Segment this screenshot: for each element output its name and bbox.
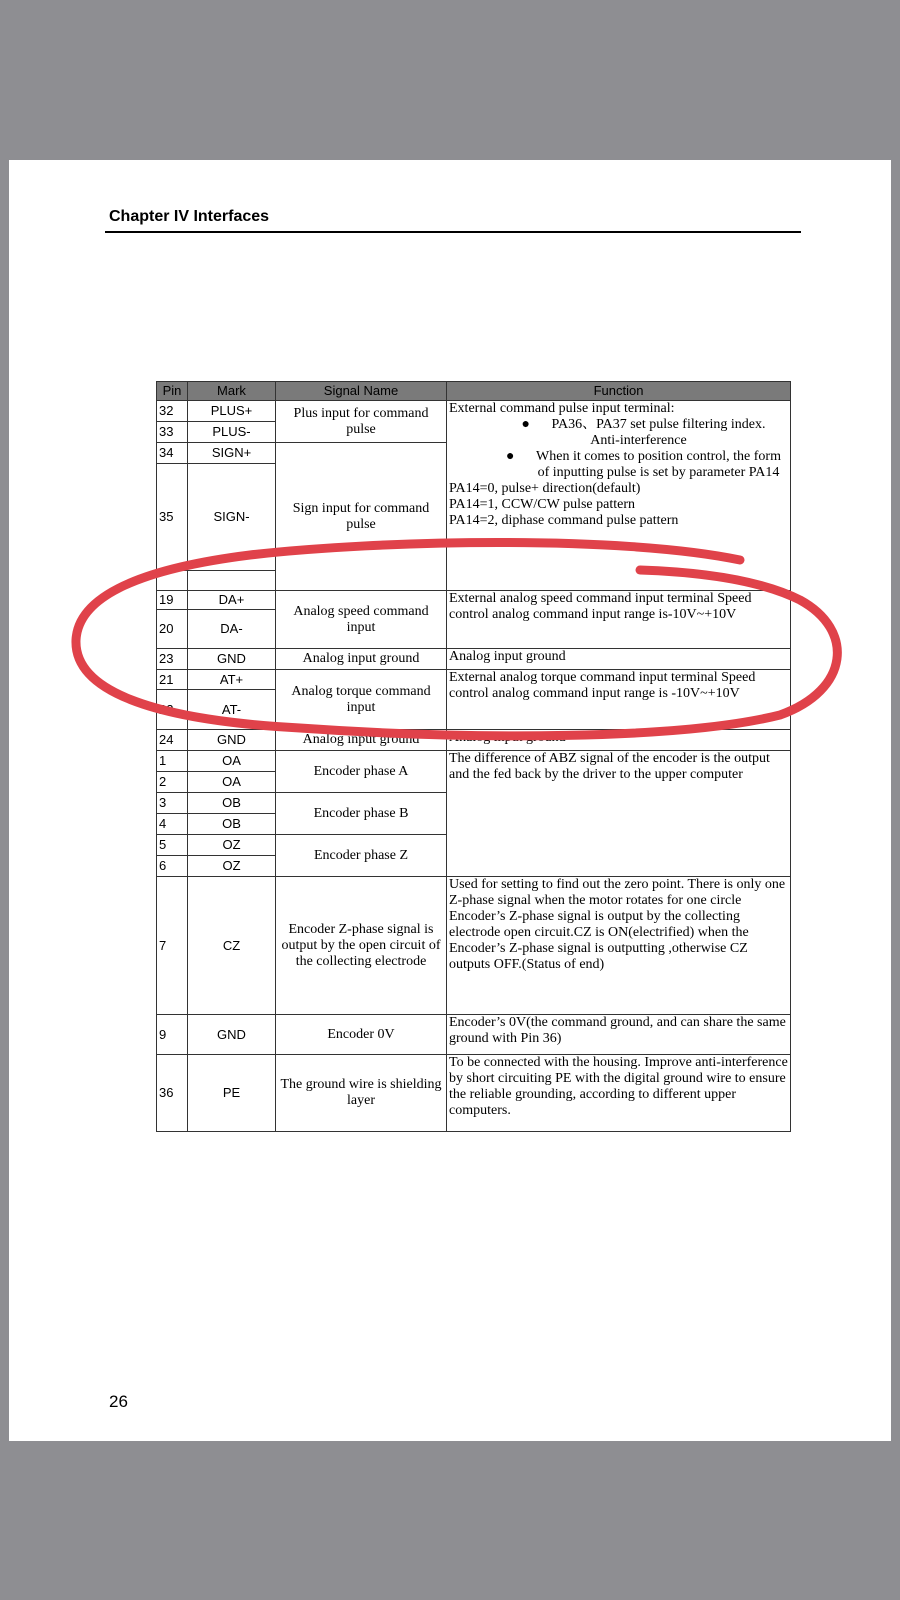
function-cell	[447, 401, 791, 591]
table-row	[157, 751, 791, 772]
signal-cell: Encoder 0V	[276, 1015, 447, 1055]
mark-cell: GND	[188, 1015, 276, 1055]
pin-cell: 24	[157, 730, 188, 751]
mark-cell: DA-	[188, 610, 276, 649]
pin-cell: 1	[157, 751, 188, 772]
pin-cell	[157, 571, 188, 591]
pin-cell: 34	[157, 443, 188, 464]
bullet-item: ● PA36、PA37 set pulse filtering index.	[449, 417, 788, 433]
signal-cell: Encoder phase B	[276, 793, 447, 835]
document-page	[9, 160, 891, 1441]
function-cell: External analog speed command input terminal Speed control analog command input range is-10V~+10V	[447, 591, 791, 649]
pin-cell: 9	[157, 1015, 188, 1055]
signal-cell: Plus input for command pulse	[276, 401, 447, 443]
function-text: External command pulse input terminal:	[449, 401, 675, 416]
chapter-title: Chapter IV Interfaces	[109, 208, 270, 225]
function-text: PA14=2, diphase command pulse pattern	[449, 513, 679, 528]
signal-cell: Analog input ground	[276, 730, 447, 751]
signal-cell: The ground wire is shielding layer	[276, 1055, 447, 1132]
function-text: PA14=0, pulse+ direction(default)	[449, 481, 641, 496]
table-row	[157, 1015, 791, 1055]
table-row	[157, 730, 791, 751]
mark-cell: SIGN-	[188, 464, 276, 571]
col-header-signal: Signal Name	[276, 382, 447, 401]
pin-cell: 19	[157, 591, 188, 610]
table-row	[157, 670, 791, 690]
mark-cell: OA	[188, 751, 276, 772]
header-rule	[105, 231, 801, 233]
table-row	[157, 1055, 791, 1132]
mark-cell: GND	[188, 649, 276, 670]
mark-cell: PE	[188, 1055, 276, 1132]
signal-cell: Analog speed command input	[276, 591, 447, 649]
function-cell: The difference of ABZ signal of the encoder is the output and the fed back by the driver to the upper computer	[447, 751, 791, 877]
table-row	[157, 591, 791, 610]
pin-cell: 6	[157, 856, 188, 877]
table-row	[157, 877, 791, 1015]
signal-cell: Encoder phase Z	[276, 835, 447, 877]
mark-cell: OZ	[188, 835, 276, 856]
function-cell: To be connected with the housing. Improve anti-interference by short circuiting PE with the digital ground wire to ensure the reliable grounding, according to different upper computers.	[447, 1055, 791, 1132]
function-cell: Used for setting to find out the zero point. There is only one Z-phase signal when the motor rotates for one circle Encoder’s Z-phase signal is output by the collecting electrode open circuit.CZ is ON(electrified) when the Encoder’s Z-phase signal is outputting ,otherwise CZ outputs OFF.(Status of end)	[447, 877, 791, 1015]
mark-cell: PLUS-	[188, 422, 276, 443]
pin-cell: 20	[157, 610, 188, 649]
signal-cell: Analog input ground	[276, 649, 447, 670]
function-cell: External analog torque command input terminal Speed control analog command input range is -10V~+10V	[447, 670, 791, 730]
mark-cell: AT+	[188, 670, 276, 690]
mark-cell: OA	[188, 772, 276, 793]
col-header-function: Function	[447, 382, 791, 401]
pin-cell: 2	[157, 772, 188, 793]
pin-table	[156, 381, 791, 1132]
pin-cell: 22	[157, 690, 188, 730]
mark-cell: GND	[188, 730, 276, 751]
mark-cell: OB	[188, 793, 276, 814]
pin-cell: 32	[157, 401, 188, 422]
mark-cell: CZ	[188, 877, 276, 1015]
pin-cell: 36	[157, 1055, 188, 1132]
page-number: 26	[109, 1392, 128, 1411]
signal-cell: Encoder phase A	[276, 751, 447, 793]
pin-cell: 33	[157, 422, 188, 443]
signal-cell: Sign input for command pulse	[276, 443, 447, 591]
pin-cell: 5	[157, 835, 188, 856]
bullet-item: ● When it comes to position control, the form of inputting pulse is set by parameter PA14	[449, 449, 788, 481]
mark-cell	[188, 571, 276, 591]
pin-cell: 3	[157, 793, 188, 814]
col-header-mark: Mark	[188, 382, 276, 401]
mark-cell: OZ	[188, 856, 276, 877]
mark-cell: OB	[188, 814, 276, 835]
mark-cell: SIGN+	[188, 443, 276, 464]
function-text: PA14=1, CCW/CW pulse pattern	[449, 497, 636, 512]
pin-cell: 21	[157, 670, 188, 690]
table-row	[157, 649, 791, 670]
pin-cell: 23	[157, 649, 188, 670]
signal-cell: Encoder Z-phase signal is output by the open circuit of the collecting electrode	[276, 877, 447, 1015]
pin-cell: 4	[157, 814, 188, 835]
mark-cell: PLUS+	[188, 401, 276, 422]
pin-cell: 7	[157, 877, 188, 1015]
function-cell: Encoder’s 0V(the command ground, and can share the same ground with Pin 36)	[447, 1015, 791, 1055]
mark-cell: AT-	[188, 690, 276, 730]
function-cell: Analog input ground	[447, 730, 791, 751]
pin-cell: 35	[157, 464, 188, 571]
function-cell: Analog input ground	[447, 649, 791, 670]
mark-cell: DA+	[188, 591, 276, 610]
col-header-pin: Pin	[157, 382, 188, 401]
signal-cell: Analog torque command input	[276, 670, 447, 730]
table-header-row	[157, 382, 791, 401]
table-row	[157, 401, 791, 422]
function-text: Anti-interference	[590, 433, 687, 448]
